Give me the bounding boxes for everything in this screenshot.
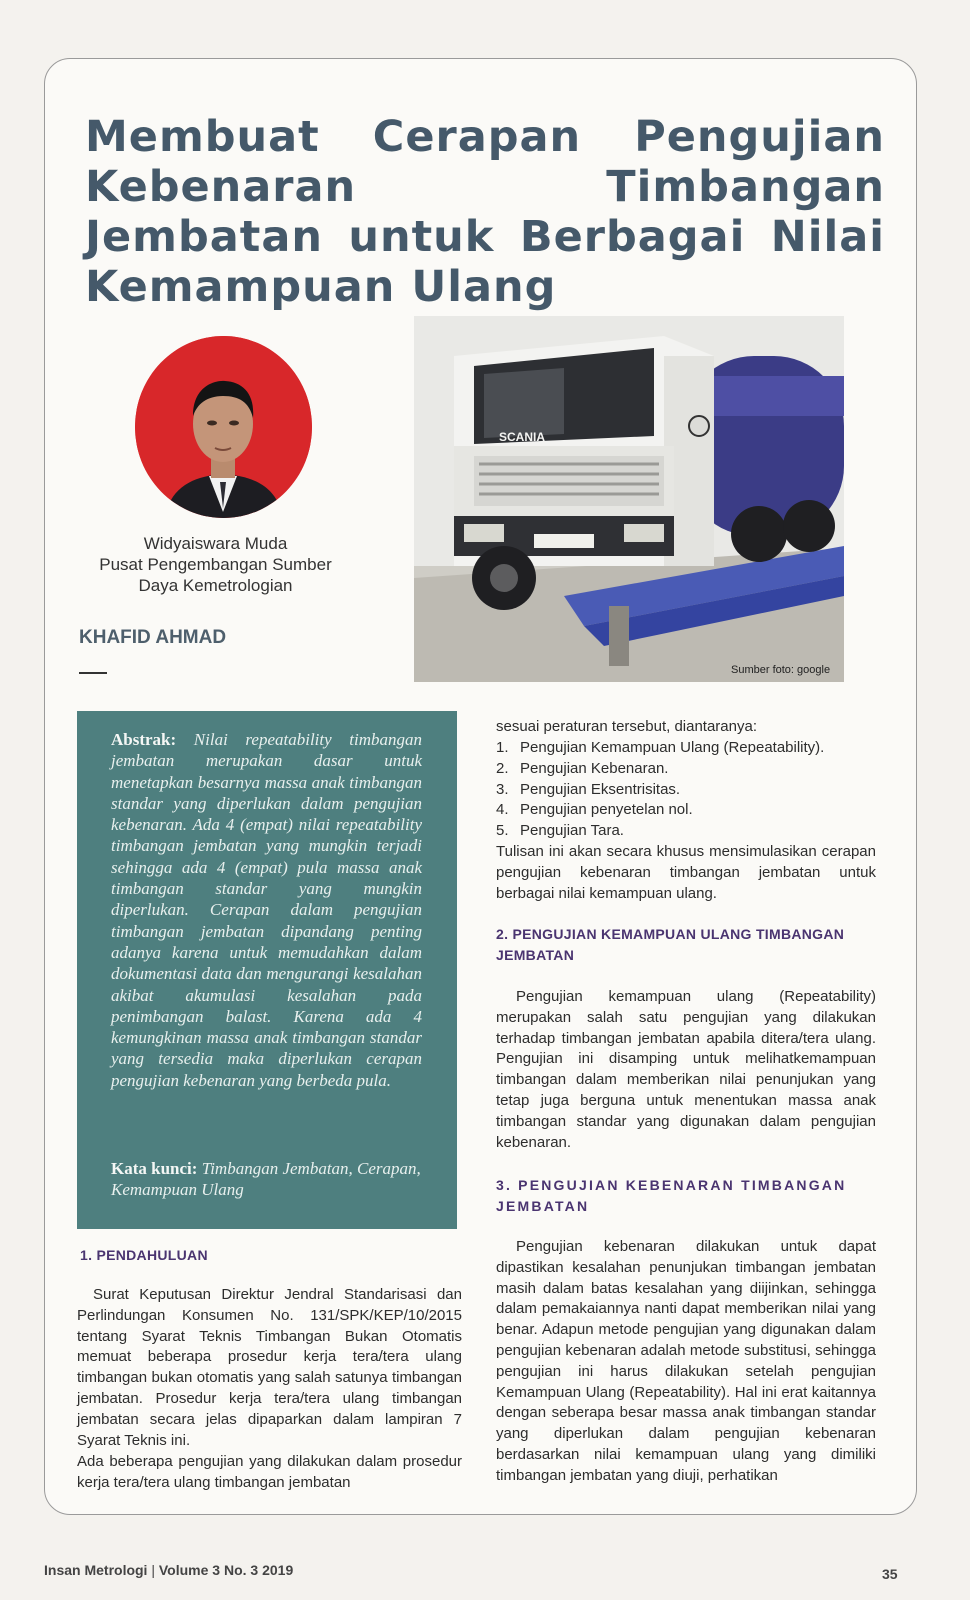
section1-paragraph-2: Ada beberapa pengujian yang dilakukan dalam prosedur kerja tera/tera ulang timbangan jembatan bbox=[77, 1453, 462, 1491]
author-role-line: Pusat Pengembangan Sumber bbox=[99, 555, 332, 574]
article-title: Membuat Cerapan Pengujian Kebenaran Timbangan Jembatan untuk Berbagai Nilai Kemampuan Ulang bbox=[85, 112, 885, 312]
section-heading-kemampuan-ulang: 2. PENGUJIAN KEMAMPUAN ULANG TIMBANGAN JEMBATAN bbox=[496, 926, 845, 963]
author-divider bbox=[79, 672, 107, 674]
list-item: 2. Pengujian Kebenaran. bbox=[496, 759, 669, 777]
author-portrait bbox=[135, 336, 312, 518]
author-role-line: Daya Kemetrologian bbox=[138, 576, 293, 595]
truck-brand-badge: SCANIA bbox=[499, 430, 546, 444]
author-role bbox=[68, 533, 363, 596]
section1-paragraph-3: Tulisan ini akan secara khusus mensimulasikan cerapan pengujian kebenaran timbangan jembatan untuk berbagai nilai kemampuan ulang. bbox=[496, 843, 876, 902]
list-item: 4. Pengujian penyetelan nol. bbox=[496, 801, 693, 819]
page-number: 35 bbox=[882, 1566, 898, 1582]
author-name: KHAFID AHMAD bbox=[79, 627, 227, 648]
list-item: 1. Pengujian Kemampuan Ulang (Repeatability). bbox=[496, 739, 825, 756]
abstract-box bbox=[77, 711, 457, 1229]
section1-paragraph: Surat Keputusan Direktur Jendral Standarisasi dan Perlindungan Konsumen No. 131/SPK/KEP/10/2015 tentang Syarat Teknis Timbangan Bukan Otomatis memuat beberapa prosedur kerja tera/tera ulang timbangan bukan otomatis yang salah satunya timbangan jembatan. Prosedur kerja tera/tera ulang timbangan jembatan secara jelas dipaparkan dalam lampiran 7 Syarat Teknis ini. bbox=[77, 1286, 462, 1449]
section3-paragraph: Pengujian kebenaran dilakukan untuk dapat dipastikan kesalahan penunjukan timbangan jembatan masih dalam batas kesalahan yang diijinkan, sehingga dalam pemakaiannya nanti dapat memberikan nilai yang benar. Adapun metode pengujian yang digunakan dalam pengujian kebenaran adalah metode substitusi, sehingga pengujian ini harus dilakukan setelah pengujian Kemampuan Ulang (Repeatability). Hal ini erat kaitannya dengan seberapa besar massa anak timbangan standar yang diperlukan dalam pengujian kebenaran berdasarkan nilai kemampuan ulang yang dimiliki timbangan jembatan yang diuji, perhatikan bbox=[496, 1238, 876, 1484]
list-item: 3. Pengujian Eksentrisitas. bbox=[496, 780, 681, 798]
footer-separator: | bbox=[151, 1562, 155, 1578]
section2-paragraph: Pengujian kemampuan ulang (Repeatability) merupakan salah satu pengujian yang dilakukan terhadap timbangan jembatan apabila ditera/tera ulang. Pengujian ini disamping untuk melihatkemampuan timbangan dalam memberikan nilai penunjukan yang tetap juga berguna untuk menentukan massa anak timbangan standar yang digunakan dalam pengujian kebenaran. bbox=[496, 988, 876, 1151]
abstract-text: Nilai repeatability timbangan jembatan merupakan dasar untuk menetapkan besarnya massa anak timbangan standar yang diperlukan dalam pengujian kebenaran. Ada 4 (empat) nilai repeatability timbangan jembatan yang mungkin terjadi sehingga ada 4 (empat) pula massa anak timbangan standar yang mungkin diperlukan. Cerapan dalam pengujian timbangan jembatan dipandang penting adanya karena untuk memudahkan dalam dokumentasi data dan mengurangi kesalahan akibat akumulasi kesalahan pada penimbangan balast. Karena ada 4 kemungkinan massa anak timbangan standar yang tersedia maka diperlukan cerapan pengujian kebenaran yang berbeda pula. bbox=[111, 730, 423, 1090]
keywords-text: Timbangan Jembatan, Cerapan, Kemampuan Ulang bbox=[111, 1159, 421, 1200]
truck-photo bbox=[414, 316, 844, 682]
author-role-line: Widyaiswara Muda bbox=[143, 534, 288, 553]
list-item: 5. Pengujian Tara. bbox=[496, 822, 624, 840]
section-heading-kebenaran: 3. PENGUJIAN KEBENARAN TIMBANGAN JEMBATAN bbox=[496, 1177, 847, 1214]
abstract-label: Abstrak: bbox=[111, 730, 177, 749]
footer-publication bbox=[44, 1562, 293, 1578]
photo-caption: Sumber foto: google bbox=[731, 664, 831, 676]
keywords-label: Kata kunci: bbox=[111, 1159, 198, 1178]
publication-name: Insan Metrologi bbox=[44, 1562, 148, 1578]
test-list bbox=[496, 738, 824, 842]
section1-paragraph-2-cont: sesuai peraturan tersebut, diantaranya: bbox=[496, 718, 757, 735]
abstract-paragraph bbox=[111, 729, 422, 1091]
issue-volume: Volume 3 No. 3 2019 bbox=[158, 1562, 294, 1578]
section-heading-pendahuluan: 1. PENDAHULUAN bbox=[80, 1247, 208, 1263]
keywords bbox=[111, 1158, 422, 1201]
